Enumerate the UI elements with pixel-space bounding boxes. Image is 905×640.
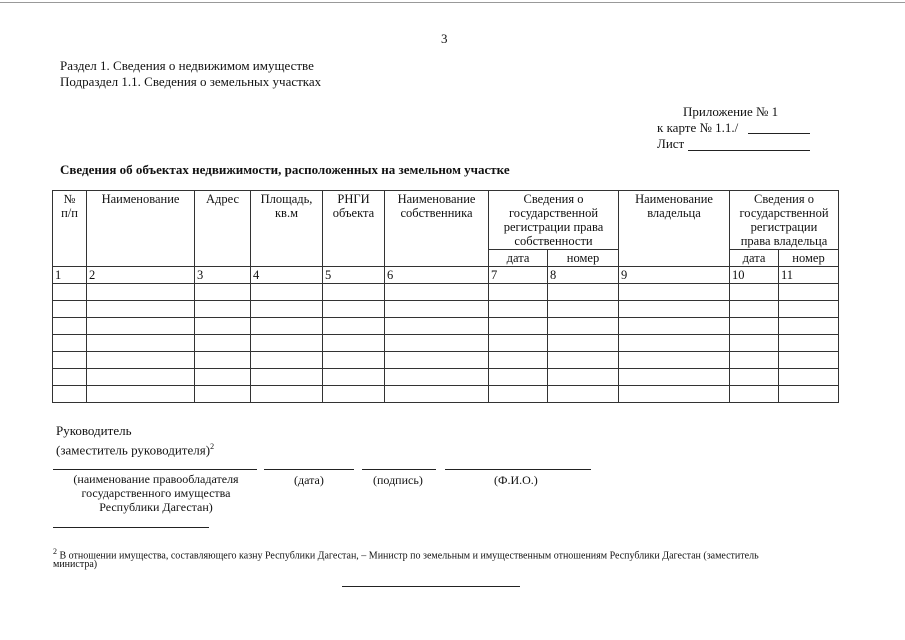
table-cell: [385, 301, 489, 318]
signature-deputy-text: (заместитель руководителя): [56, 442, 211, 458]
table-cell: [779, 335, 839, 352]
table-cell: [489, 284, 548, 301]
table-cell: [730, 369, 779, 386]
column-number-row: [53, 267, 839, 284]
holder-name-caption: (наименование правообладателя государственного имущества Республики Дагестан): [73, 472, 239, 514]
table-cell: [385, 284, 489, 301]
table-cell: [251, 386, 323, 403]
header-holding-registration: Сведения о государственной регистрации права владельца: [730, 191, 839, 250]
table-cell: [195, 369, 251, 386]
table-cell: [779, 369, 839, 386]
table-cell: [385, 352, 489, 369]
table-cell: [489, 318, 548, 335]
appendix-sheet-label: Лист: [657, 136, 685, 151]
table-cell: [323, 335, 385, 352]
column-number-cell: 4: [251, 267, 323, 284]
column-number-cell: 8: [548, 267, 619, 284]
signature-line: [362, 469, 436, 470]
fio-caption: (Ф.И.О.): [494, 473, 538, 487]
subheader-date-2: дата: [730, 250, 779, 267]
column-number-cell: 9: [619, 267, 730, 284]
table-cell: [385, 386, 489, 403]
footnote-mark: 2: [53, 547, 57, 556]
table-row: [53, 386, 839, 403]
table-row: [53, 335, 839, 352]
table-cell: [195, 352, 251, 369]
table-cell: [323, 284, 385, 301]
table-cell: [53, 318, 87, 335]
table-cell: [87, 318, 195, 335]
table-cell: [730, 386, 779, 403]
table-cell: [53, 369, 87, 386]
date-line: [264, 469, 354, 470]
table-cell: [53, 301, 87, 318]
real-estate-table: [52, 190, 839, 403]
table-row: [53, 318, 839, 335]
table-cell: [87, 369, 195, 386]
table-cell: [548, 284, 619, 301]
column-number-cell: 2: [87, 267, 195, 284]
subheader-number-2: номер: [779, 250, 839, 267]
column-number-cell: 7: [489, 267, 548, 284]
table-cell: [779, 386, 839, 403]
table-cell: [53, 352, 87, 369]
table-cell: [489, 369, 548, 386]
subheader-date-1: дата: [489, 250, 548, 267]
table-row: [53, 301, 839, 318]
header-ownership-registration: Сведения о государственной регистрации права собственности: [489, 191, 619, 250]
table-cell: [385, 318, 489, 335]
date-caption: (дата): [294, 473, 324, 487]
signature-caption: (подпись): [373, 473, 423, 487]
header-holder-name: Наименование владельца: [619, 191, 730, 267]
table-cell: [619, 284, 730, 301]
header-number: № п/п: [53, 191, 87, 267]
table-cell: [489, 301, 548, 318]
table-cell: [251, 352, 323, 369]
table-cell: [489, 335, 548, 352]
appendix-title: Приложение № 1: [683, 104, 779, 119]
table-row: [53, 369, 839, 386]
footnote-text-continued: министра): [53, 559, 98, 570]
footnote-text: [53, 546, 759, 562]
table-cell: [619, 301, 730, 318]
appendix-card-blank: [748, 133, 810, 134]
appendix-sheet-blank: [688, 150, 810, 151]
table-title: Сведения об объектах недвижимости, расположенных на земельном участке: [60, 162, 510, 177]
table-cell: [619, 369, 730, 386]
signature-deputy-label: [56, 439, 214, 457]
column-number-cell: 6: [385, 267, 489, 284]
table-cell: [730, 301, 779, 318]
header-owner-name: Наименование собственника: [385, 191, 489, 267]
table-cell: [87, 284, 195, 301]
table-cell: [251, 318, 323, 335]
table-cell: [779, 318, 839, 335]
table-cell: [323, 318, 385, 335]
column-number-cell: 10: [730, 267, 779, 284]
table-cell: [53, 386, 87, 403]
table-cell: [730, 352, 779, 369]
holder-name-line: [53, 469, 257, 470]
subsection-title: Подраздел 1.1. Сведения о земельных участках: [60, 74, 322, 89]
footnote-reference: 2: [210, 442, 215, 451]
table-cell: [53, 284, 87, 301]
section-title: Раздел 1. Сведения о недвижимом имуществе: [60, 58, 314, 73]
table-cell: [619, 318, 730, 335]
table-cell: [87, 386, 195, 403]
table-cell: [323, 386, 385, 403]
table-cell: [195, 386, 251, 403]
table-cell: [195, 284, 251, 301]
table-cell: [87, 352, 195, 369]
table-cell: [195, 335, 251, 352]
table-cell: [489, 386, 548, 403]
table-cell: [385, 369, 489, 386]
table-cell: [489, 352, 548, 369]
table-cell: [323, 301, 385, 318]
appendix-card-label: к карте № 1.1./: [657, 120, 739, 135]
header-name: Наименование: [87, 191, 195, 267]
table-cell: [548, 386, 619, 403]
header-address: Адрес: [195, 191, 251, 267]
top-border-line: [0, 2, 905, 3]
column-number-cell: 11: [779, 267, 839, 284]
table-cell: [730, 335, 779, 352]
table-cell: [53, 335, 87, 352]
table-cell: [730, 318, 779, 335]
bottom-line: [342, 586, 520, 587]
column-number-cell: 5: [323, 267, 385, 284]
table-cell: [619, 335, 730, 352]
signature-head-label: Руководитель: [56, 423, 132, 438]
table-cell: [323, 369, 385, 386]
table-cell: [251, 284, 323, 301]
column-number-cell: 3: [195, 267, 251, 284]
table-cell: [548, 352, 619, 369]
column-number-cell: 1: [53, 267, 87, 284]
table-cell: [251, 301, 323, 318]
table-cell: [195, 318, 251, 335]
table-cell: [619, 352, 730, 369]
table-cell: [619, 386, 730, 403]
table-cell: [195, 301, 251, 318]
table-cell: [251, 369, 323, 386]
table-cell: [323, 352, 385, 369]
table-cell: [251, 335, 323, 352]
table-cell: [779, 301, 839, 318]
table-header-row: [53, 191, 839, 250]
table-cell: [779, 284, 839, 301]
table-cell: [548, 369, 619, 386]
table-cell: [385, 335, 489, 352]
footnote-separator: [53, 527, 209, 528]
subheader-number-1: номер: [548, 250, 619, 267]
table-cell: [548, 318, 619, 335]
header-rngi: РНГИ объекта: [323, 191, 385, 267]
page-number: 3: [441, 31, 448, 46]
table-cell: [548, 335, 619, 352]
table-cell: [730, 284, 779, 301]
table-cell: [779, 352, 839, 369]
footnote-body: В отношении имущества, составляющего казну Республики Дагестан, – Министр по земельным и имущественным отношениям Республики Дагестан (заместитель: [59, 550, 759, 562]
header-area: Площадь, кв.м: [251, 191, 323, 267]
table-cell: [87, 335, 195, 352]
fio-line: [445, 469, 591, 470]
table-row: [53, 352, 839, 369]
table-cell: [548, 301, 619, 318]
table-cell: [87, 301, 195, 318]
table-row: [53, 284, 839, 301]
